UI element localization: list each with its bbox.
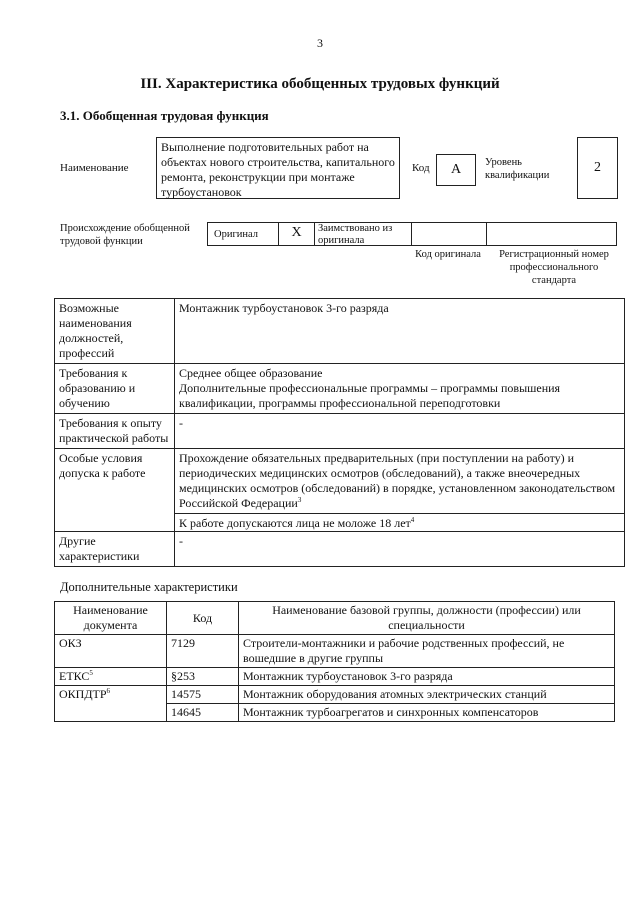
column-header: Наименование документа (55, 602, 167, 635)
page-number: 3 (317, 36, 323, 50)
row-value-line: Дополнительные профессиональные программы – программы повышения квалификации, программы профессиональной переподготовки (179, 381, 561, 410)
subsection-title: 3.1. Обобщенная трудовая функция (60, 108, 269, 123)
name-label: Наименование (60, 162, 129, 174)
row-value: - (175, 532, 625, 567)
section-title: III. Характеристика обобщенных трудовых функций (140, 76, 500, 92)
table-row (55, 414, 625, 449)
table-row (55, 532, 625, 567)
code-cell: 14575 (167, 686, 239, 704)
table-row (55, 686, 615, 704)
name-value-box: Выполнение подготовительных работ на объектах нового строительства, капитального ремонта, реконструкции при монтаже турбоустановок (156, 137, 400, 199)
code-label: Код (412, 162, 430, 174)
table-row (55, 299, 625, 364)
name-cell: Монтажник турбоагрегатов и синхронных компенсаторов (239, 704, 615, 722)
row-value-line: Среднее общее образование (179, 366, 323, 380)
row-label: Особые условия допуска к работе (55, 449, 175, 532)
reg-number-caption: Регистрационный номер профессионального стандарта (499, 249, 609, 286)
footnote-ref: 3 (297, 496, 302, 504)
additional-table (54, 601, 615, 722)
level-label: Уровень квалификации (485, 157, 550, 181)
code-original-cell (411, 222, 487, 246)
row-value (175, 449, 625, 532)
name-cell: Монтажник турбоустановок 3-го разряда (239, 668, 615, 686)
reg-number-cell (486, 222, 617, 246)
footnote-ref: 4 (410, 516, 415, 524)
code-cell: §253 (167, 668, 239, 686)
row-value-line: К работе допускаются лица не моложе 18 лет$^4$ (175, 513, 624, 531)
doc-cell: ОКПДТР$^6$ (55, 686, 167, 722)
additional-caption: Дополнительные характеристики (60, 580, 238, 594)
column-header: Наименование базовой группы, должности (профессии) или специальности (239, 602, 615, 635)
doc-cell: ОКЗ (55, 635, 167, 668)
original-mark: X (278, 222, 315, 246)
code-cell: 7129 (167, 635, 239, 668)
name-cell: Строители-монтажники и рабочие родственных профессий, не вошедшие в другие группы (239, 635, 615, 668)
footnote-ref: 5 (89, 669, 93, 677)
doc-cell: ЕТКС$^5$ (55, 668, 167, 686)
code-cell: 14645 (167, 704, 239, 722)
row-label: Возможные наименования должностей, профессий (55, 299, 175, 364)
table-header-row (55, 602, 615, 635)
origin-label: Происхождение обобщенной трудовой функции (60, 223, 190, 247)
row-value: Монтажник турбоустановок 3-го разряда (175, 299, 625, 364)
row-value: - (175, 414, 625, 449)
column-header: Код (167, 602, 239, 635)
row-value-line: Прохождение обязательных предварительных (при поступлении на работу) и периодических медицинских осмотров (обследований), а также внеочередных медицинских осмотров (обследований) в порядке, установленном законодательством Российской Федерации$^3$ (179, 451, 616, 510)
code-original-caption: Код оригинала (415, 249, 481, 260)
footnote-ref: 6 (106, 687, 111, 695)
code-value-box: A (436, 154, 476, 186)
table-row (55, 364, 625, 414)
level-value-box: 2 (577, 137, 618, 199)
table-row (55, 449, 625, 532)
requirements-table (54, 298, 625, 567)
row-value (175, 364, 625, 414)
row-label: Другие характеристики (55, 532, 175, 567)
origin-row (208, 222, 618, 246)
name-cell: Монтажник оборудования атомных электрических станций (239, 686, 615, 704)
table-row (55, 668, 615, 686)
borrowed-label: Заимствовано из оригинала (314, 222, 412, 246)
original-label: Оригинал (207, 222, 279, 246)
row-label: Требования к опыту практической работы (55, 414, 175, 449)
row-label: Требования к образованию и обучению (55, 364, 175, 414)
table-row (55, 635, 615, 668)
